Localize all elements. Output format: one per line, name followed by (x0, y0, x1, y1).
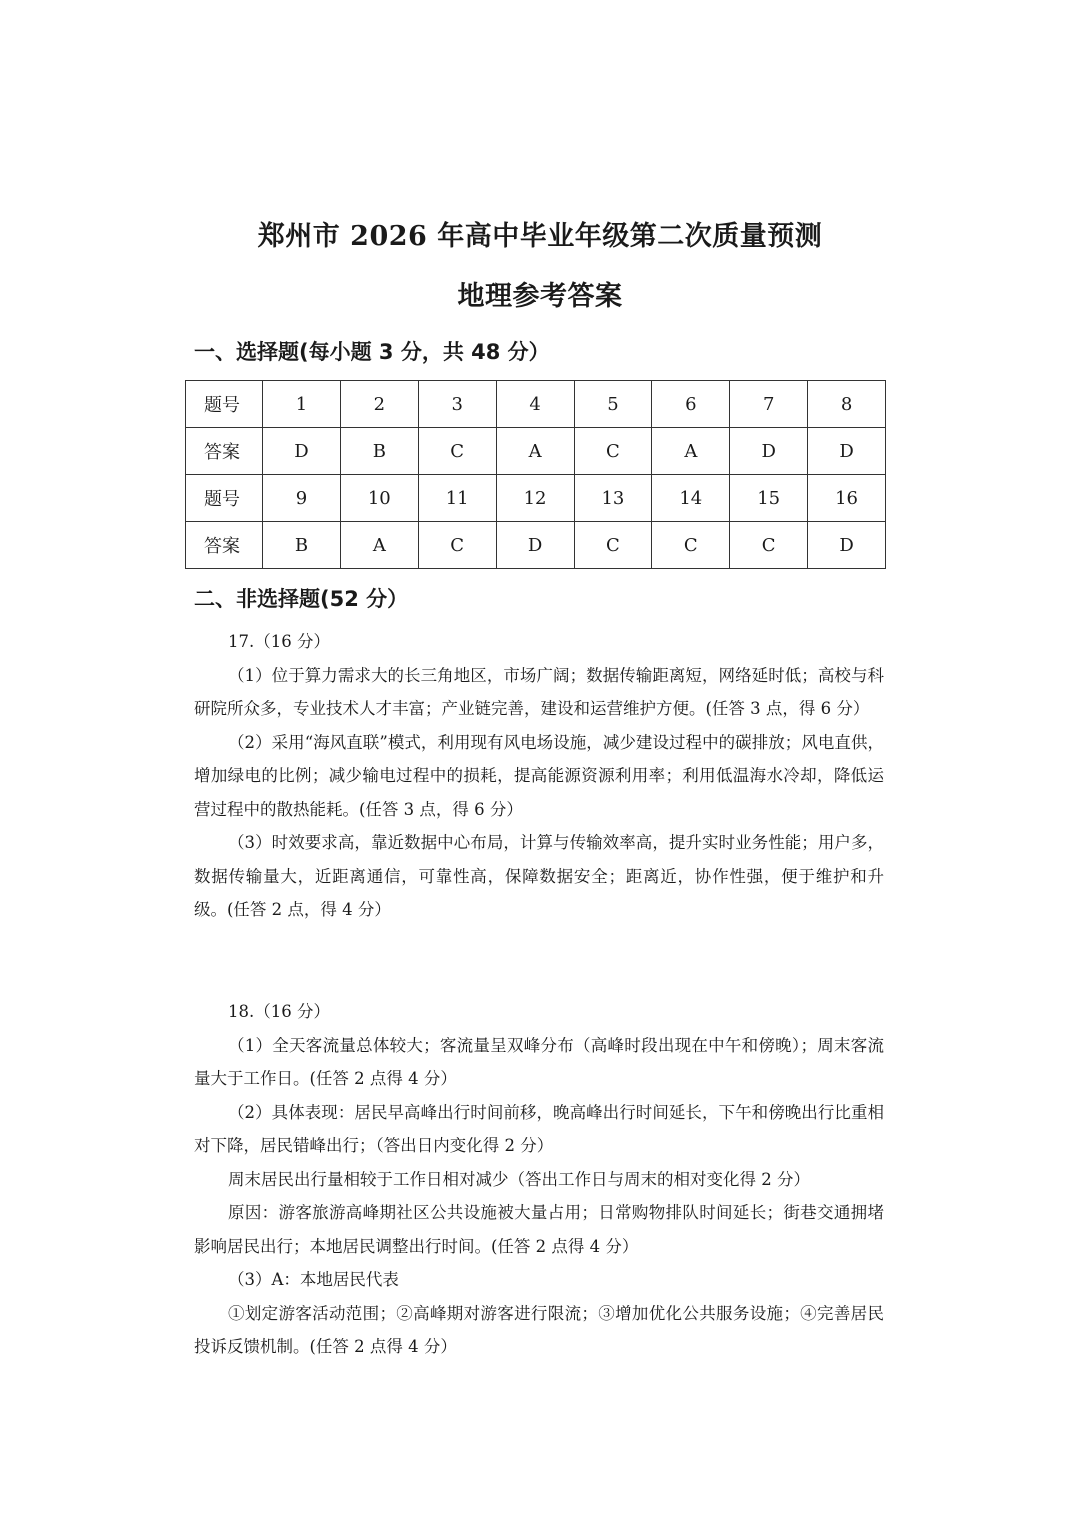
answer-table (185, 380, 886, 569)
question-number-cell: 3 (418, 381, 496, 428)
question-18-block (194, 995, 884, 1364)
question-17-part-1: （1）位于算力需求大的长三角地区，市场广阔；数据传输距离短，网络延时低；高校与科研院所众多，专业技术人才丰富；产业链完善，建设和运营维护方便。(任答 3 点，得 6 分） (194, 665, 884, 718)
answer-cell: B (263, 522, 341, 569)
row-label: 题号 (186, 475, 263, 522)
answer-cell: A (340, 522, 418, 569)
answer-cell: D (263, 428, 341, 475)
question-number-cell: 11 (418, 475, 496, 522)
answer-cell: C (574, 522, 652, 569)
question-number-cell: 16 (808, 475, 886, 522)
answer-cell: C (418, 522, 496, 569)
question-17-part-3: （3）时效要求高，靠近数据中心布局，计算与传输效率高，提升实时业务性能；用户多，数据传输量大，近距离通信，可靠性高，保障数据安全；距离近，协作性强，便于维护和升级。(任答 2 点，得 4 分） (194, 833, 884, 919)
document-title: 郑州市 2026 年高中毕业年级第二次质量预测 (257, 221, 823, 252)
answer-cell: A (652, 428, 730, 475)
question-number-cell: 8 (808, 381, 886, 428)
question-number-cell: 13 (574, 475, 652, 522)
table-row (186, 522, 886, 569)
question-18-number: 18.（16 分） (228, 1002, 330, 1021)
question-18-reasons: 原因：游客旅游高峰期社区公共设施被大量占用；日常购物排队时间延长；街巷交通拥堵影响居民出行；本地居民调整出行时间。(任答 2 点得 4 分） (194, 1203, 884, 1256)
question-number-cell: 12 (496, 475, 574, 522)
document-subtitle: 地理参考答案 (457, 281, 623, 312)
question-18-part-2-continued: 周末居民出行量相较于工作日相对减少（答出工作日与周末的相对变化得 2 分） (228, 1169, 810, 1189)
answer-cell: A (496, 428, 574, 475)
question-18-part-2: （2）具体表现：居民早高峰出行时间前移，晚高峰出行时间延长，下午和傍晚出行比重相对下降，居民错峰出行；（答出日内变化得 2 分） (194, 1102, 884, 1155)
question-number-cell: 2 (340, 381, 418, 428)
question-number-cell: 10 (340, 475, 418, 522)
table-row (186, 475, 886, 522)
answer-cell: B (340, 428, 418, 475)
question-number-cell: 6 (652, 381, 730, 428)
answer-cell: C (418, 428, 496, 475)
answer-cell: D (808, 428, 886, 475)
row-label: 答案 (186, 522, 263, 569)
answer-cell: C (730, 522, 808, 569)
row-label: 题号 (186, 381, 263, 428)
question-number-cell: 1 (263, 381, 341, 428)
question-number-cell: 5 (574, 381, 652, 428)
question-number-cell: 9 (263, 475, 341, 522)
question-18-measures: ①划定游客活动范围；②高峰期对游客进行限流；③增加优化公共服务设施；④完善居民投诉反馈机制。(任答 2 点得 4 分） (194, 1303, 884, 1356)
question-number-cell: 15 (730, 475, 808, 522)
answer-cell: C (652, 522, 730, 569)
question-17-number: 17.（16 分） (228, 632, 330, 651)
question-18-part-1: （1）全天客流量总体较大；客流量呈双峰分布（高峰时段出现在中午和傍晚）；周末客流量大于工作日。(任答 2 点得 4 分） (194, 1035, 884, 1088)
answer-cell: C (574, 428, 652, 475)
row-label: 答案 (186, 428, 263, 475)
section-2-heading: 二、非选择题(52 分） (194, 587, 409, 611)
section-1-heading: 一、选择题(每小题 3 分，共 48 分） (194, 340, 550, 364)
question-18-part-3: （3）A：本地居民代表 (228, 1270, 399, 1289)
question-number-cell: 7 (730, 381, 808, 428)
table-row (186, 428, 886, 475)
answer-cell: D (808, 522, 886, 569)
question-number-cell: 14 (652, 475, 730, 522)
question-number-cell: 4 (496, 381, 574, 428)
answer-cell: D (730, 428, 808, 475)
table-row (186, 381, 886, 428)
question-17-block (194, 625, 884, 927)
answer-cell: D (496, 522, 574, 569)
question-17-part-2: （2）采用“海风直联”模式，利用现有风电场设施，减少建设过程中的碳排放；风电直供，增加绿电的比例；减少输电过程中的损耗，提高能源资源利用率；利用低温海水冷却，降低运营过程中的散热能耗。(任答 3 点，得 6 分） (194, 732, 884, 819)
